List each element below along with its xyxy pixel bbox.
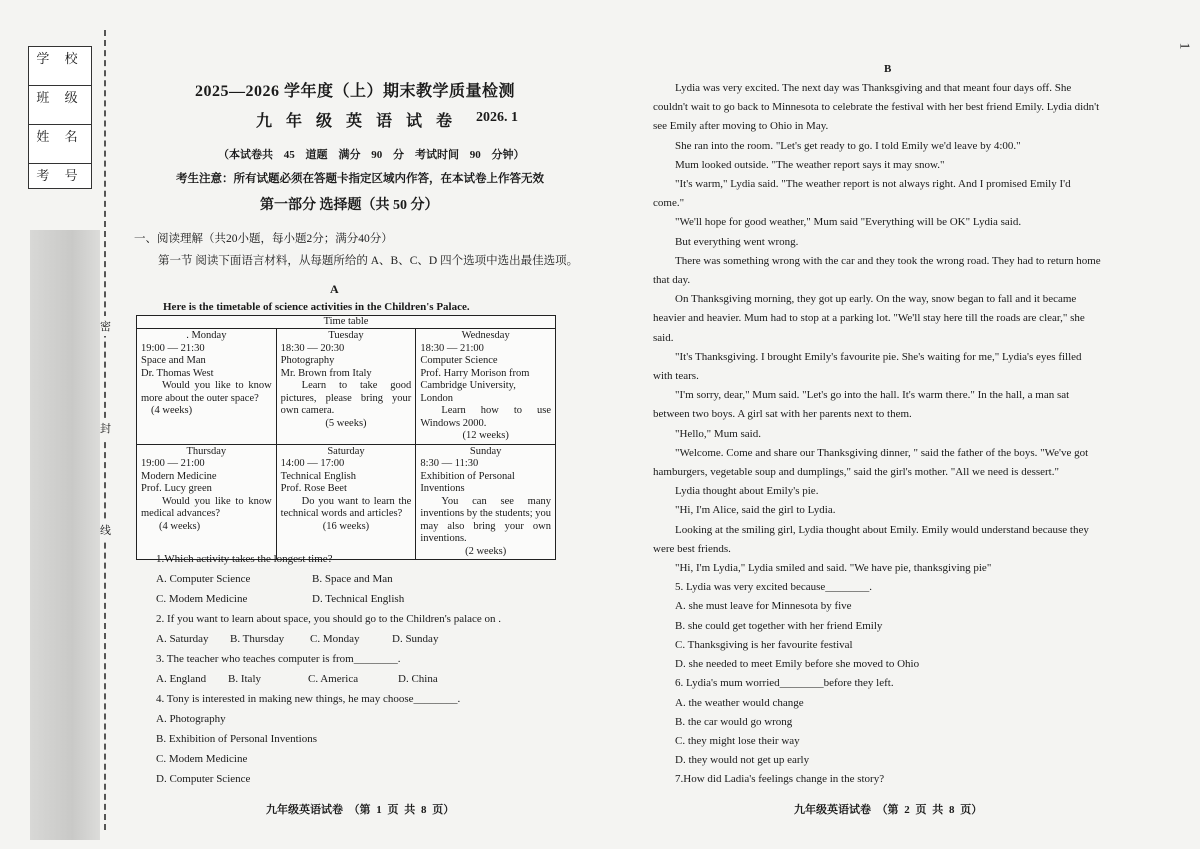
- passage-b-paragraph: Lydia was very excited. The next day was Thanksgiving and that meant four days off. She couldn't wait to go back to Minnesota to celebrate the festival with her best friend Emily. Lydia didn't see Emily after moving to Ohio in May.: [653, 82, 1100, 133]
- passage-b-paragraph: "Welcome. Come and share our Thanksgiving dinner, " said the father of the boys. "We've got hamburgers, vegetable soup and dumplings," said the girl's mother. "All we need is dessert.": [653, 446, 1089, 479]
- exam-info: （本试卷共 45 道题 满分 90 分 考试时间 90 分钟）: [218, 149, 525, 161]
- section-instructions: 第一节 阅读下面语言材料，从每题所给的 A、B、C、D 四个选项中选出最佳选项。: [158, 255, 579, 267]
- binding-shadow: [30, 230, 100, 840]
- question-6-option-d: D. they would not get up early: [675, 754, 810, 767]
- question-2-option-a: A. Saturday: [156, 633, 209, 645]
- question-3-option-c: C. America: [308, 673, 359, 685]
- question-2-stem: 2. If you want to learn about space, you should go to the Children's palace on .: [156, 613, 502, 625]
- exam-notice: 考生注意：所有试题必须在答题卡指定区域内作答，在本试卷上作答无效: [176, 173, 544, 185]
- timetable: [136, 315, 556, 560]
- question-6-option-a: A. the weather would change: [675, 696, 804, 709]
- footer-page-1: 九年级英语试卷 （第 1 页 共 8 页）: [266, 804, 455, 816]
- question-1-option-c: C. Modem Medicine: [156, 593, 248, 605]
- timetable-intro: Here is the timetable of science activities in the Children's Palace.: [163, 301, 470, 313]
- timetable-cell-wednesday: Wednesday 18:30 — 21:00 Computer Science Prof. Harry Morison from Cambridge University, London Learn how to use Windows 2000. (12 weeks): [416, 329, 556, 445]
- question-5-option-a: A. she must leave for Minnesota by five: [675, 600, 852, 613]
- question-5-stem: 5. Lydia was very excited because________.: [675, 581, 873, 594]
- seal-char-xian: 线: [100, 520, 111, 540]
- question-7-stem: 7.How did Ladia's feelings change in the story?: [675, 773, 885, 786]
- seal-char-feng: 封: [100, 418, 111, 438]
- section-title: 一、阅读理解（共20小题，每小题2分；满分40分）: [134, 233, 393, 245]
- question-1-option-a: A. Computer Science: [156, 573, 251, 585]
- timetable-cell-tuesday: Tuesday 18:30 — 20:30 Photography Mr. Brown from Italy Learn to take good pictures, please bring your own camera. (5 weeks): [276, 329, 416, 445]
- exam-title: 2025—2026 学年度（上）期末教学质量检测: [194, 83, 515, 100]
- question-3-option-a: A. England: [156, 673, 207, 685]
- question-1-option-d: D. Technical English: [312, 593, 405, 605]
- student-info-box: [28, 46, 92, 189]
- question-6-option-c: C. they might lose their way: [675, 734, 800, 747]
- passage-b-label: B: [884, 63, 892, 75]
- school-field: 学 校: [29, 47, 91, 86]
- passage-b-text: [653, 79, 1103, 790]
- passage-a-label: A: [330, 282, 339, 296]
- timetable-cell-saturday: Saturday 14:00 — 17:00 Technical English Prof. Rose Beet Do you want to learn the technical words and articles? (16 weeks): [276, 444, 416, 560]
- passage-b-paragraph: There was something wrong with the car and they took the wrong road. They had to return home that day.: [653, 254, 1101, 287]
- passage-b-paragraph: "It's warm," Lydia said. "The weather report is not always right. And I promised Emily I'd come.": [653, 178, 1071, 210]
- passage-b-paragraph: "We'll hope for good weather," Mum said "Everything will be OK" Lydia said.: [675, 216, 1022, 229]
- question-3-option-b: B. Italy: [228, 673, 261, 685]
- question-1-option-b: B. Space and Man: [312, 573, 393, 585]
- question-4-option-a: A. Photography: [156, 713, 226, 725]
- timetable-cell-sunday: Sunday 8:30 — 11:30 Exhibition of Personal Inventions You can see many inventions by the students; you may also bring your own inventions. (2 weeks): [416, 444, 556, 560]
- passage-b-paragraph: Mum looked outside. "The weather report says it may snow.": [675, 158, 945, 171]
- question-3-option-d: D. China: [398, 673, 438, 685]
- question-2-option-b: B. Thursday: [230, 633, 285, 645]
- question-1-stem: 1.Which activity takes the longest time?: [156, 553, 333, 565]
- question-2-option-d: D. Sunday: [392, 633, 439, 645]
- passage-b-paragraph: She ran into the room. "Let's get ready to go. I told Emily we'd leave by 4:00.": [675, 139, 1021, 152]
- question-2-option-c: C. Monday: [310, 633, 360, 645]
- question-6-stem: 6. Lydia's mum worried________before they left.: [675, 677, 894, 690]
- part-title: 第一部分 选择题（共 50 分）: [260, 198, 439, 213]
- seal-char-mi: 密: [100, 316, 111, 336]
- passage-b-paragraph: "I'm sorry, dear," Mum said. "Let's go into the hall. It's warm there." In the hall, a man sat between two boys. A girl sat with her parents next to them.: [653, 389, 1070, 421]
- passage-b-paragraph: Looking at the smiling girl, Lydia thought about Emily. Emily would understand because they were best friends.: [653, 523, 1089, 555]
- question-6-option-b: B. the car would go wrong: [675, 715, 793, 728]
- passage-b-paragraph: "It's Thanksgiving. I brought Emily's favourite pie. She's waiting for me," Lydia's eyes filled with tears.: [653, 350, 1082, 383]
- question-4-stem: 4. Tony is interested in making new things, he may choose________.: [156, 693, 461, 705]
- question-4-option-d: D. Computer Science: [156, 773, 251, 785]
- question-5-option-c: C. Thanksgiving is her favourite festival: [675, 638, 853, 651]
- question-5-option-b: B. she could get together with her friend Emily: [675, 619, 883, 632]
- passage-b-paragraph: Lydia thought about Emily's pie.: [675, 485, 819, 498]
- question-3-stem: 3. The teacher who teaches computer is from________.: [156, 653, 401, 665]
- passage-b-paragraph: On Thanksgiving morning, they got up early. On the way, snow began to fall and it became heavier and heavier. Mum had to stop at a parking lot. "We'll stay here till the roads are clear," she said.: [653, 293, 1085, 344]
- timetable-cell-monday: . Monday 19:00 — 21:30 Space and Man Dr. Thomas West Would you like to know more about the outer space? (4 weeks): [137, 329, 277, 445]
- question-4-option-c: C. Modem Medicine: [156, 753, 248, 765]
- question-4-option-b: B. Exhibition of Personal Inventions: [156, 733, 318, 745]
- exam-subtitle: 九 年 级 英 语 试 卷: [256, 113, 458, 130]
- class-field: 班 级: [29, 86, 91, 125]
- passage-b-paragraph: "Hi, I'm Lydia," Lydia smiled and said. "We have pie, thanksgiving pie": [675, 562, 992, 575]
- passage-b-paragraph: "Hello," Mum said.: [675, 427, 761, 440]
- passage-b-paragraph: But everything went wrong.: [675, 235, 799, 248]
- exam-date: 2026. 1: [476, 110, 518, 125]
- corner-page-number: 1: [1176, 42, 1192, 50]
- passage-b-paragraph: "Hi, I'm Alice, said the girl to Lydia.: [675, 504, 836, 517]
- timetable-cell-thursday: Thursday 19:00 — 21:00 Modern Medicine Prof. Lucy green Would you like to know medical advances? (4 weeks): [137, 444, 277, 560]
- name-field: 姓 名: [29, 125, 91, 164]
- timetable-header: Time table: [137, 316, 556, 329]
- exam-number-field: 考 号: [36, 168, 84, 183]
- question-5-option-d: D. she needed to meet Emily before she moved to Ohio: [675, 658, 920, 671]
- footer-page-2: 九年级英语试卷 （第 2 页 共 8 页）: [794, 804, 983, 816]
